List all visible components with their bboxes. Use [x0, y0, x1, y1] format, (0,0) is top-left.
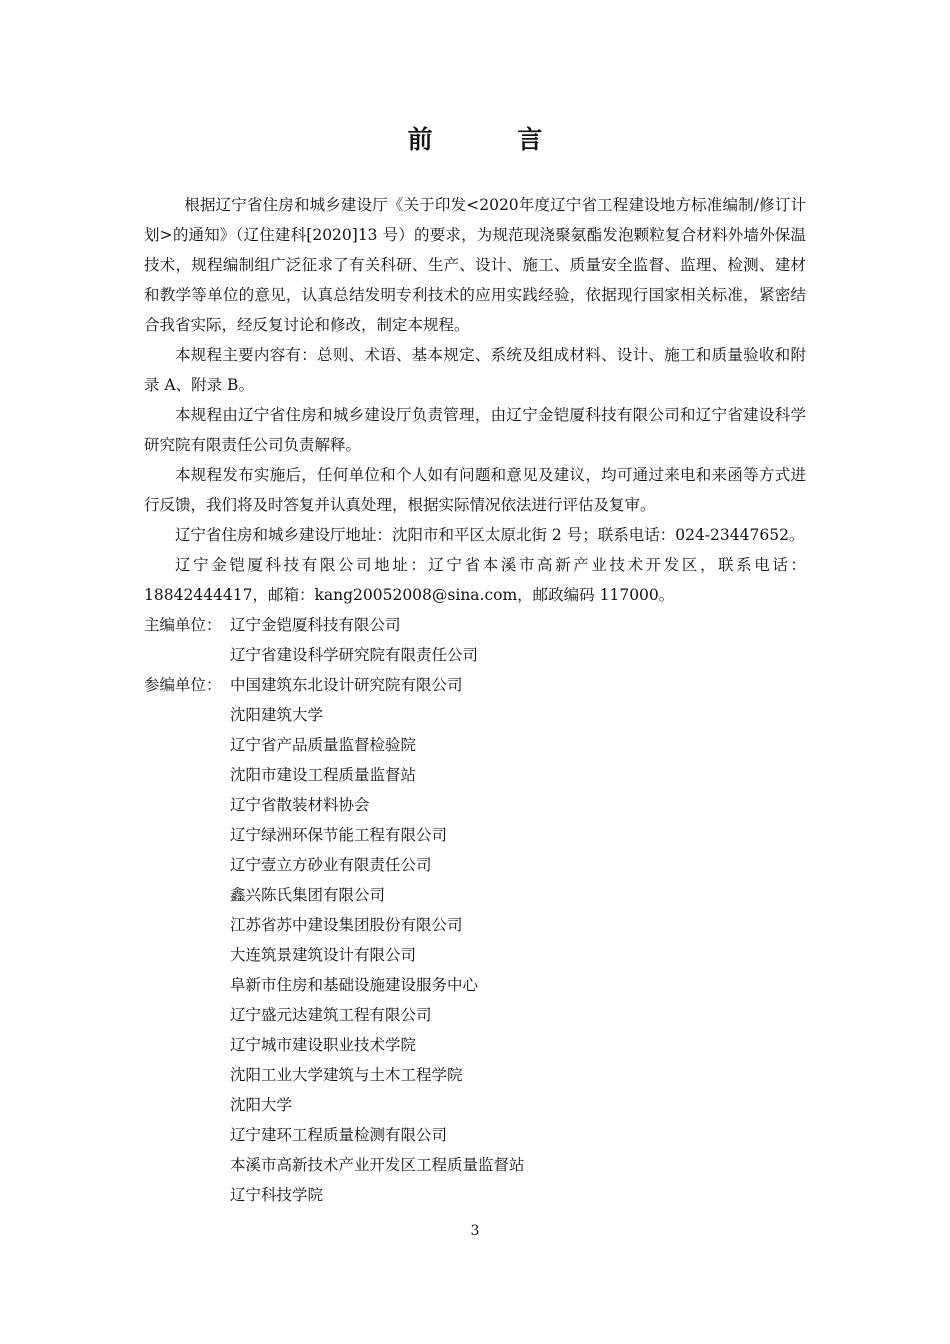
unit-name: 江苏省苏中建设集团股份有限公司 — [230, 916, 463, 934]
unit-row — [144, 640, 806, 670]
unit-name: 中国建筑东北设计研究院有限公司 — [230, 676, 463, 694]
unit-name: 辽宁壹立方砂业有限责任公司 — [230, 856, 432, 874]
page-number: 3 — [470, 1223, 480, 1239]
unit-name: 本溪市高新技术产业开发区工程质量监督站 — [230, 1156, 525, 1174]
unit-name: 辽宁城市建设职业技术学院 — [230, 1036, 417, 1054]
unit-name: 沈阳建筑大学 — [230, 706, 324, 724]
paragraph-contents: 本规程主要内容有：总则、术语、基本规定、系统及组成材料、设计、施工和质量验收和附录 A、附录 B。 — [144, 346, 806, 394]
unit-name: 沈阳大学 — [230, 1096, 293, 1114]
unit-name: 阜新市住房和基础设施建设服务中心 — [230, 976, 479, 994]
unit-row — [144, 700, 806, 730]
unit-row — [144, 730, 806, 760]
page-title: 前 言 — [407, 125, 581, 154]
chief-units — [144, 610, 806, 670]
unit-row — [144, 1060, 806, 1090]
chief-units-label: 主编单位： — [144, 616, 222, 634]
unit-name: 辽宁金铠厦科技有限公司 — [230, 616, 401, 634]
participating-units — [144, 670, 806, 1210]
unit-row — [144, 910, 806, 940]
unit-row — [144, 1030, 806, 1060]
preface-body — [144, 190, 806, 1210]
paragraph-company-address: 辽宁金铠厦科技有限公司地址：辽宁省本溪市高新产业技术开发区，联系电话：18842444417，邮箱：kang20052008@sina.com，邮政编码 117000。 — [144, 556, 806, 604]
unit-name: 辽宁省散装材料协会 — [230, 796, 370, 814]
unit-row — [144, 610, 806, 640]
unit-name: 辽宁盛元达建筑工程有限公司 — [230, 1006, 432, 1024]
paragraph-basis: 根据辽宁省住房和城乡建设厅《关于印发<2020年度辽宁省工程建设地方标准编制/修订计划>的通知》（辽住建科[2020]13 号）的要求，为规范现浇聚氨酯发泡颗粒复合材料外墙外保温技术，规程编制组广泛征求了有关科研、生产、设计、施工、质量安全监督、监理、检测、建材和教学等单位的意见，认真总结发明专利技术的应用实践经验，依据现行国家相关标准，紧密结合我省实际，经反复讨论和修改，制定本规程。 — [144, 196, 806, 334]
participating-units-label: 参编单位： — [144, 676, 222, 694]
unit-row — [144, 1180, 806, 1210]
unit-row — [144, 1150, 806, 1180]
unit-name: 鑫兴陈氏集团有限公司 — [230, 886, 386, 904]
paragraph-department-address: 辽宁省住房和城乡建设厅地址：沈阳市和平区太原北街 2 号；联系电话：024-23447652。 — [175, 526, 805, 544]
unit-name: 沈阳市建设工程质量监督站 — [230, 766, 417, 784]
paragraph-feedback: 本规程发布实施后，任何单位和个人如有问题和意见及建议，均可通过来电和来函等方式进行反馈，我们将及时答复并认真处理，根据实际情况依法进行评估及复审。 — [144, 466, 806, 514]
unit-name: 辽宁省建设科学研究院有限责任公司 — [230, 646, 479, 664]
unit-name: 大连筑景建筑设计有限公司 — [230, 946, 417, 964]
unit-row — [144, 970, 806, 1000]
unit-row — [144, 760, 806, 790]
unit-row — [144, 940, 806, 970]
unit-name: 辽宁建环工程质量检测有限公司 — [230, 1126, 448, 1144]
unit-row — [144, 790, 806, 820]
unit-name: 辽宁省产品质量监督检验院 — [230, 736, 417, 754]
unit-row — [144, 1000, 806, 1030]
unit-name: 沈阳工业大学建筑与土木工程学院 — [230, 1066, 463, 1084]
unit-row — [144, 1120, 806, 1150]
unit-row — [144, 850, 806, 880]
unit-name: 辽宁绿洲环保节能工程有限公司 — [230, 826, 448, 844]
unit-row — [144, 820, 806, 850]
paragraph-management: 本规程由辽宁省住房和城乡建设厅负责管理，由辽宁金铠厦科技有限公司和辽宁省建设科学研究院有限责任公司负责解释。 — [144, 406, 806, 454]
unit-row — [144, 880, 806, 910]
unit-row — [144, 670, 806, 700]
unit-row — [144, 1090, 806, 1120]
unit-name: 辽宁科技学院 — [230, 1186, 324, 1204]
